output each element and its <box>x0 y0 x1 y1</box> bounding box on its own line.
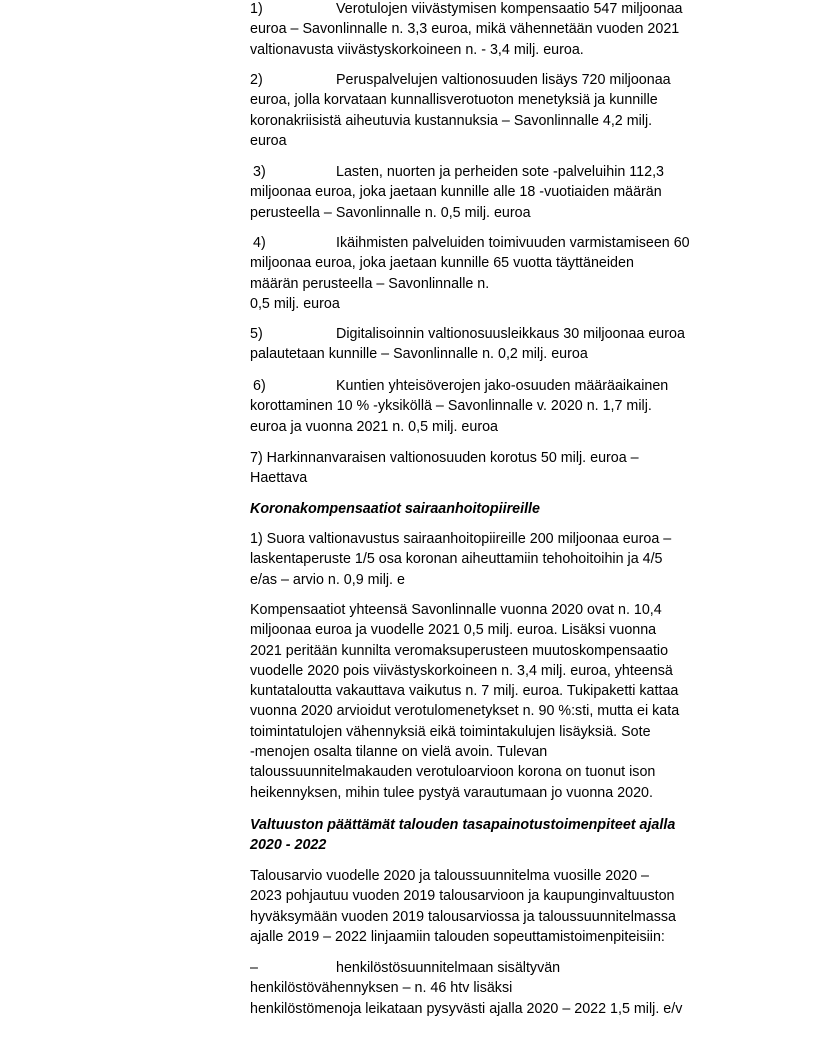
section-heading-hospital: Koronakompensaatiot sairaanhoitopiireille <box>250 501 540 517</box>
summary-paragraph-line-4: vuodelle 2020 pois viivästyskorkoineen n. 3,4 milj. euroa, yhteensä <box>250 662 673 679</box>
list-item-4-number: 4) <box>253 235 266 251</box>
summary-paragraph-line-5: kuntataloutta vakauttava vaikutus n. 7 milj. euroa. Tukipaketti kattaa <box>250 683 679 700</box>
hospital-paragraph-line-3: e/as – arvio n. 0,9 milj. e <box>250 571 405 588</box>
summary-paragraph-line-10: heikennyksen, mihin tulee pystyä varautumaan jo vuonna 2020. <box>250 784 653 801</box>
dash-list-item-text-1: henkilöstösuunnitelmaan sisältyvän <box>336 960 561 976</box>
list-item-4-line-3: määrän perusteella – Savonlinnalle n. <box>250 275 490 292</box>
list-item-6-line-3: euroa ja vuonna 2021 n. 0,5 milj. euroa <box>250 418 498 435</box>
hospital-paragraph <box>250 529 671 590</box>
list-item-4 <box>250 233 690 314</box>
dash-list-item-line-2: henkilöstövähennyksen – n. 46 htv lisäksi <box>250 980 513 997</box>
summary-paragraph-line-7: toimintatulojen vähennyksiä eikä toimintakulujen lisäyksiä. Sote <box>250 723 651 740</box>
summary-paragraph-line-6: vuonna 2020 arvioidut verotulomenetykset n. 90 %:sti, mutta ei kata <box>250 703 680 720</box>
summary-paragraph-line-8: -menojen osalta tilanne on vielä avoin. Tulevan <box>250 744 548 761</box>
section-heading-council-line-1: Valtuuston päättämät talouden tasapainotustoimenpiteet ajalla <box>250 817 676 833</box>
list-item-2 <box>250 70 671 151</box>
list-item-7 <box>250 448 639 489</box>
list-item-3-text-1: Lasten, nuorten ja perheiden sote -palveluihin 112,3 <box>336 164 665 180</box>
list-item-5-number: 5) <box>250 326 263 342</box>
list-item-6-line-1 <box>250 376 668 396</box>
council-paragraph-line-2: 2023 pohjautuu vuoden 2019 talousarvioon ja kaupunginvaltuuston <box>250 888 675 905</box>
list-item-2-line-1 <box>250 70 671 90</box>
council-paragraph-line-1: Talousarvio vuodelle 2020 ja taloussuunnitelma vuosille 2020 – <box>250 868 649 884</box>
section-heading-council <box>250 815 675 856</box>
list-item-4-line-1 <box>250 233 690 253</box>
dash-list-item <box>250 958 750 1019</box>
list-item-4-line-2: miljoonaa euroa, joka jaetaan kunnille 65 vuotta täyttäneiden <box>250 255 634 272</box>
hospital-paragraph-line-2: laskentaperuste 1/5 osa koronan aiheuttamiin tehohoitoihin ja 4/5 <box>250 551 663 568</box>
dash-list-item-line-3: henkilöstömenoja leikataan pysyvästi ajalla 2020 – 2022 1,5 milj. e/v <box>250 1000 683 1017</box>
dash-list-item-line-1 <box>250 958 750 978</box>
list-item-1-line-2: euroa – Savonlinnalle n. 3,3 euroa, mikä vähennetään vuoden 2021 <box>250 21 680 38</box>
council-paragraph-line-4: ajalle 2019 – 2022 linjaamiin talouden sopeuttamistoimenpiteisiin: <box>250 928 665 945</box>
list-item-3 <box>250 162 664 223</box>
list-item-1 <box>250 0 683 60</box>
list-item-3-line-2: miljoonaa euroa, joka jaetaan kunnille alle 18 -vuotiaiden määrän <box>250 184 662 201</box>
list-item-5 <box>250 324 685 365</box>
section-heading-council-line-2: 2020 - 2022 <box>250 837 327 854</box>
list-item-2-line-4: euroa <box>250 132 287 149</box>
list-item-3-line-3: perusteella – Savonlinnalle n. 0,5 milj. euroa <box>250 204 531 221</box>
list-item-6-text-1: Kuntien yhteisöverojen jako-osuuden määräaikainen <box>336 378 669 394</box>
list-item-3-number: 3) <box>253 164 266 180</box>
summary-paragraph-line-1: Kompensaatiot yhteensä Savonlinnalle vuonna 2020 ovat n. 10,4 <box>250 602 662 618</box>
list-item-1-line-3: valtionavusta viivästyskorkoineen n. - 3,4 milj. euroa. <box>250 41 584 58</box>
summary-paragraph-line-9: taloussuunnitelmakauden verotuloarvioon korona on tuonut ison <box>250 764 656 781</box>
dash-bullet: – <box>250 960 258 976</box>
list-item-5-line-1 <box>250 324 685 344</box>
summary-paragraph <box>250 600 679 803</box>
hospital-paragraph-line-1: 1) Suora valtionavustus sairaanhoitopiireille 200 miljoonaa euroa – <box>250 531 672 547</box>
list-item-5-line-2: palautetaan kunnille – Savonlinnalle n. 0,2 milj. euroa <box>250 346 588 363</box>
list-item-6 <box>250 376 668 437</box>
list-item-2-text-1: Peruspalvelujen valtionosuuden lisäys 720 miljoonaa <box>336 72 671 88</box>
list-item-6-line-2: korottaminen 10 % -yksiköllä – Savonlinnalle v. 2020 n. 1,7 milj. <box>250 398 652 415</box>
list-item-5-text-1: Digitalisoinnin valtionosuusleikkaus 30 miljoonaa euroa <box>336 326 685 342</box>
list-item-2-line-2: euroa, jolla korvataan kunnallisverotuoton menetyksiä ja kunnille <box>250 92 658 109</box>
list-item-7-line-1: 7) Harkinnanvaraisen valtionosuuden korotus 50 milj. euroa – <box>250 450 639 466</box>
list-item-2-line-3: koronakriisistä aiheutuvia kustannuksia – Savonlinnalle 4,2 milj. <box>250 112 653 129</box>
summary-paragraph-line-2: miljoonaa euroa ja vuodelle 2021 0,5 milj. euroa. Lisäksi vuonna <box>250 622 657 639</box>
list-item-1-line-1 <box>250 0 683 19</box>
list-item-4-line-4: 0,5 milj. euroa <box>250 295 340 312</box>
council-paragraph-line-3: hyväksymään vuoden 2019 talousarviossa ja taloussuunnitelmassa <box>250 908 676 925</box>
list-item-6-number: 6) <box>253 378 266 394</box>
list-item-1-text-1: Verotulojen viivästymisen kompensaatio 547 miljoonaa <box>336 1 683 17</box>
list-item-3-line-1 <box>250 162 664 182</box>
summary-paragraph-line-3: 2021 peritään kunnilta veromaksuperusteen muutoskompensaatio <box>250 642 669 659</box>
list-item-1-number: 1) <box>250 1 263 17</box>
list-item-2-number: 2) <box>250 72 263 88</box>
council-paragraph <box>250 866 676 947</box>
list-item-4-text-1: Ikäihmisten palveluiden toimivuuden varmistamiseen 60 <box>336 235 690 251</box>
list-item-7-line-2: Haettava <box>250 470 308 487</box>
